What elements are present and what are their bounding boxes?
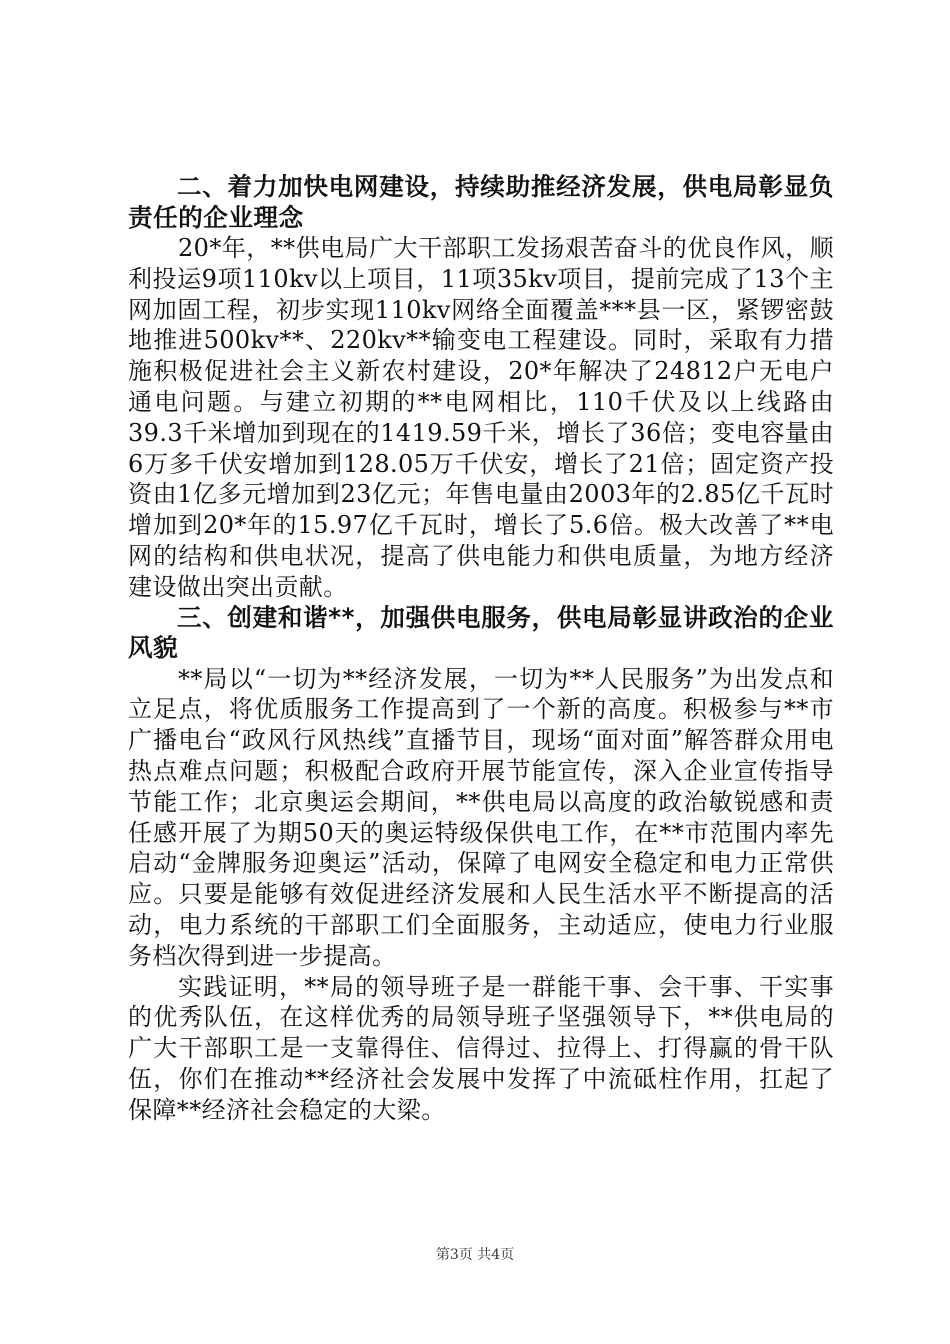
section-3-heading: 三、创建和谐**，加强供电服务，供电局彰显讲政治的企业风貌 (128, 602, 834, 663)
page-number: 第3页 共4页 (435, 1247, 515, 1263)
conclusion-paragraph: 实践证明，**局的领导班子是一群能干事、会干事、干实事的优秀队伍，在这样优秀的局领导班子坚强领导下，**供电局的广大干部职工是一支靠得住、信得过、拉得上、打得赢的骨干队伍，你们在推动**经济社会发展中发挥了中流砥柱作用，扛起了保障**经济社会稳定的大梁。 (128, 972, 834, 1124)
section-3-paragraph: **局以“一切为**经济发展，一切为**人民服务”为出发点和立足点，将优质服务工作提高到了一个新的高度。积极参与**市广播电台“政风行风热线”直播节目，现场“面对面”解答群众用电热点难点问题；积极配合政府开展节能宣传，深入企业宣传指导节能工作；北京奥运会期间，**供电局以高度的政治敏锐感和责任感开展了为期50天的奥运特级保供电工作，在**市范围内率先启动“金牌服务迎奥运”活动，保障了电网安全稳定和电力正常供应。只要是能够有效促进经济发展和人民生活水平不断提高的活动，电力系统的干部职工们全面服务，主动适应，使电力行业服务档次得到进一步提高。 (128, 664, 834, 970)
section-2-paragraph: 20*年，**供电局广大干部职工发扬艰苦奋斗的优良作风，顺利投运9项110kv以上项目，11项35kv项目，提前完成了13个主网加固工程，初步实现110kv网络全面覆盖***县一区，紧锣密鼓地推进500kv**、220kv**输变电工程建设。同时，采取有力措施积极促进社会主义新农村建设，20*年解决了24812户无电户通电问题。与建立初期的**电网相比，110千伏及以上线路由39.3千米增加到现在的1419.59千米，增长了36倍；变电容量由6万多千伏安增加到128.05万千伏安，增长了21倍；固定资产投资由1亿多元增加到23亿元；年售电量由2003年的2.85亿千瓦时增加到20*年的15.97亿千瓦时，增长了5.6倍。极大改善了**电网的结构和供电状况，提高了供电能力和供电质量，为地方经济建设做出突出贡献。 (128, 234, 834, 601)
section-2-heading: 二、着力加快电网建设，持续助推经济发展，供电局彰显负责任的企业理念 (128, 172, 834, 232)
document-body (128, 172, 834, 1126)
